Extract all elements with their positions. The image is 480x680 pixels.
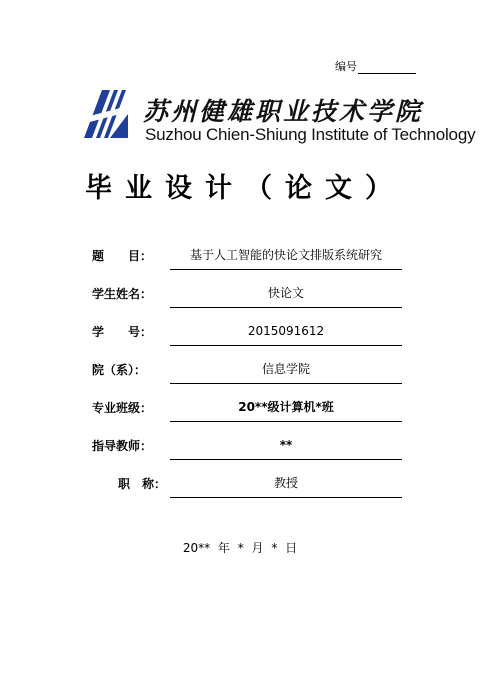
field-label: 指导教师： — [92, 439, 153, 453]
field-student-id — [92, 316, 402, 346]
field-advisor — [92, 430, 402, 460]
serial-label: 编号 — [335, 60, 357, 73]
school-logo-icon — [80, 88, 130, 140]
submission-date: 20** 年 * 月 * 日 — [182, 541, 298, 555]
field-value: 基于人工智能的快论文排版系统研究 — [170, 245, 402, 270]
field-label: 专业班级： — [92, 401, 153, 415]
field-value: 20**级计算机*班 — [170, 397, 402, 422]
serial-number — [335, 58, 416, 74]
field-value: ** — [170, 435, 402, 460]
field-value: 信息学院 — [170, 359, 402, 384]
field-label: 学生姓名： — [92, 287, 153, 301]
field-label: 题 目： — [92, 249, 153, 263]
school-name-english: Suzhou Chien-Shiung Institute of Technology — [145, 125, 476, 144]
field-student-name — [92, 278, 402, 308]
field-topic — [92, 240, 402, 270]
field-label: 学 号： — [92, 325, 153, 339]
field-value: 快论文 — [170, 283, 402, 308]
field-department — [92, 354, 402, 384]
document-title: 毕业设计（论文） — [85, 173, 405, 204]
field-value: 教授 — [170, 473, 402, 498]
field-label: 院（系）： — [92, 363, 147, 377]
field-class — [92, 392, 402, 422]
school-name-chinese: 苏州健雄职业技术学院 — [143, 97, 424, 126]
field-value: 2015091612 — [170, 321, 402, 346]
field-label: 职 称： — [118, 477, 167, 491]
serial-blank-line — [358, 61, 416, 74]
field-title — [92, 468, 402, 498]
